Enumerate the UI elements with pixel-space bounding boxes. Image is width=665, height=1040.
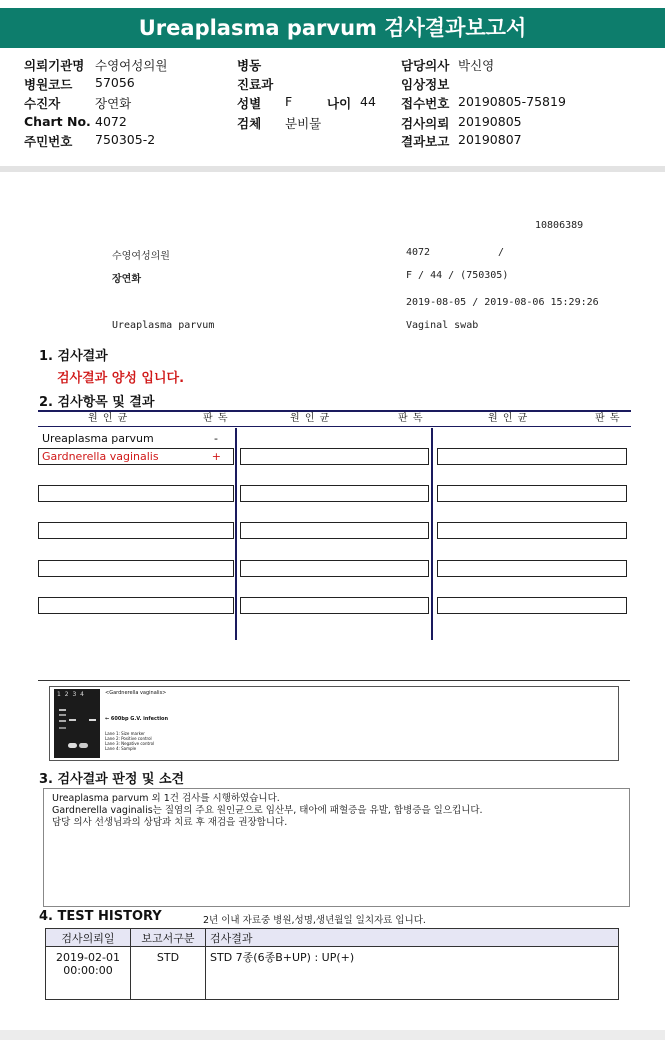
value-specimen: 분비물 [285,116,322,131]
gel-band-label: ← 600bp G.V. infection [105,716,169,722]
marker-band [59,727,66,729]
info-patient: 장연화 [112,274,141,285]
marker-band [59,720,66,722]
empty-cell [38,485,234,502]
section4-title: 4. TEST HISTORY [39,909,162,924]
organism-row-positive [38,448,234,465]
info-chart: 4072 [406,247,431,258]
empty-cell [38,560,234,577]
empty-cell [240,560,429,577]
info-dates: 2019-08-05 / 2019-08-06 15:29:26 [406,297,599,308]
col-judgement-3: 판 독 [595,413,621,424]
legend-line: Lane 3: Negative control [105,741,155,746]
column-divider-1 [235,428,237,640]
history-date: 2019-02-01 [56,951,120,964]
label-resident-no: 주민번호 [24,134,73,149]
value-request-date: 20190805 [458,114,522,129]
empty-cell [240,597,429,614]
empty-cell [437,522,627,539]
label-hospital-code: 병원코드 [24,77,73,92]
legend-line: Lane 1: Size marker [105,731,145,736]
table-row [46,947,619,1000]
col-judgement-1: 판 독 [203,413,229,424]
label-patient: 수진자 [24,96,61,111]
history-header-row [46,929,619,947]
label-receipt-no: 접수번호 [401,96,450,111]
positive-band [69,719,76,721]
positive-result: 검사결과 양성 입니다. [57,371,185,386]
legend-line: Lane 4: Sample [105,746,137,751]
empty-cell [240,522,429,539]
column-divider-2 [431,428,433,640]
empty-cell [38,522,234,539]
empty-cell [240,485,429,502]
section2-title: 2. 검사항목 및 결과 [39,395,155,410]
value-report-date: 20190807 [458,132,522,147]
section-rule [38,680,630,681]
primer-dimer [68,743,77,748]
label-sex: 성별 [237,96,262,111]
gel-caption: <Gardnerella vaginalis> [105,690,167,696]
history-type: STD [131,947,206,1000]
organism-result: - [214,432,218,445]
section1-title: 1. 검사결과 [39,349,108,364]
opinion-box [43,788,630,907]
label-clinical-info: 임상정보 [401,77,450,92]
header-divider [0,166,665,172]
empty-cell [437,448,627,465]
organism-result: + [211,450,221,463]
page-footer-band [0,1030,665,1040]
label-request-date: 검사의뢰 [401,116,450,131]
gel-image [54,689,100,758]
label-institution: 의뢰기관명 [24,58,85,73]
opinion-line: 담당 의사 선생님과의 상담과 치료 후 재검을 권장합니다. [52,817,288,828]
col-organism-2: 원 인 균 [290,413,331,424]
value-receipt-no: 20190805-75819 [458,94,566,109]
opinion-line: Gardnerella vaginalis는 질염의 주요 원인균으로 임산부, 태아에 패혈증을 유발, 합병증을 일으킵니다. [52,805,483,816]
history-col-result: 검사결과 [206,929,619,947]
value-resident-no: 750305-2 [95,132,156,147]
col-judgement-2: 판 독 [398,413,424,424]
label-doctor: 담당의사 [401,58,450,73]
primer-dimer [79,743,88,748]
gel-panel [49,686,619,761]
value-institution: 수영여성의원 [95,58,168,73]
label-specimen: 검체 [237,116,262,131]
info-test-name: Ureaplasma parvum [112,320,215,331]
gel-lane-numbers: 1 2 3 4 [57,691,85,698]
report-title: Ureaplasma parvum 검사결과보고서 [0,8,665,48]
history-table [45,928,619,1000]
history-date-cell [46,947,131,1000]
empty-cell [38,597,234,614]
empty-cell [437,560,627,577]
info-sex-age: F / 44 / (750305) [406,270,509,281]
info-specimen: Vaginal swab [406,320,479,331]
marker-band [59,709,66,711]
value-doctor: 박신영 [458,58,495,73]
organism-name: Gardnerella vaginalis [42,450,159,463]
col-organism-1: 원 인 균 [88,413,129,424]
opinion-line: Ureaplasma parvum 외 1건 검사를 시행하였습니다. [52,793,280,804]
col-organism-3: 원 인 균 [488,413,529,424]
history-time: 00:00:00 [63,964,113,977]
info-slash: / [498,247,505,258]
report-id: 10806389 [535,220,584,231]
label-department: 진료과 [237,77,274,92]
info-hospital: 수영여성의원 [112,251,170,262]
gel-legend [105,731,154,751]
value-hospital-code: 57056 [95,75,135,90]
section3-title: 3. 검사결과 판정 및 소견 [39,772,185,787]
value-chart-no: 4072 [95,114,127,129]
history-col-type: 보고서구분 [131,929,206,947]
history-result: STD 7종(6종B+UP) : UP(+) [206,947,619,1000]
label-ward: 병동 [237,58,262,73]
value-age: 44 [360,94,376,109]
sample-band [89,719,96,721]
empty-cell [437,485,627,502]
empty-cell [437,597,627,614]
value-sex: F [285,94,293,109]
label-chart-no: Chart No. [24,114,91,129]
value-patient: 장연화 [95,96,132,111]
label-age: 나이 [327,96,352,111]
label-report-date: 결과보고 [401,134,450,149]
empty-cell [240,448,429,465]
organism-name: Ureaplasma parvum [42,432,154,445]
marker-band [59,714,66,716]
history-col-date: 검사의뢰일 [46,929,131,947]
legend-line: Lane 2: Positive control [105,736,152,741]
history-note: 2년 이내 자료중 병원,성명,생년월일 일치자료 입니다. [203,915,426,926]
